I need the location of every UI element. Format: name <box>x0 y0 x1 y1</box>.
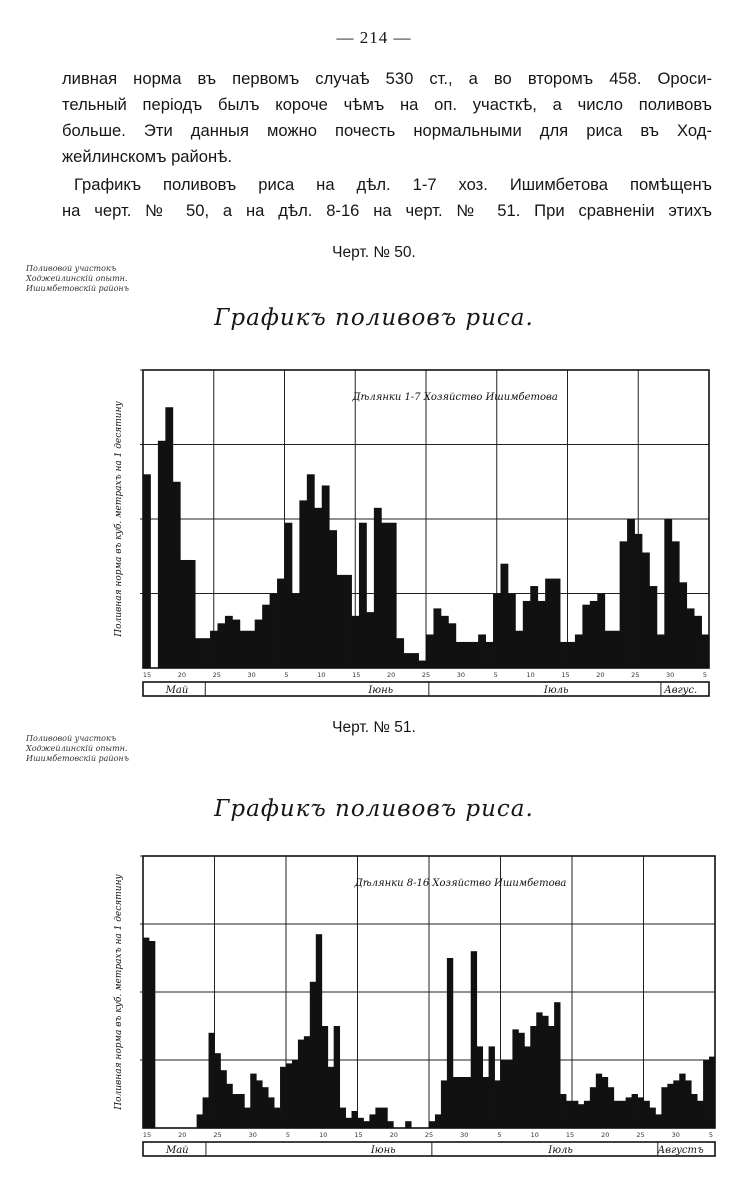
chart-bar <box>426 634 434 668</box>
chart-bar <box>575 634 583 668</box>
chart-bar <box>173 482 181 668</box>
chart-bar <box>268 1097 274 1128</box>
chart-bar <box>582 605 590 668</box>
chart-bar <box>433 608 441 668</box>
chart-bar <box>247 631 255 668</box>
chart-bar <box>447 958 453 1128</box>
chart-bar <box>489 1046 495 1128</box>
chart-bar <box>358 1118 364 1128</box>
chart-bar <box>626 1097 632 1128</box>
month-label: Іюнь <box>370 1145 396 1156</box>
y-axis-label: Поливная норма въ куб. метрахъ на 1 десятину <box>114 874 124 1110</box>
chart-bar <box>217 623 225 668</box>
y-axis-label: Поливная норма въ куб. метрахъ на 1 десятину <box>114 401 124 637</box>
chart-bar <box>512 1029 518 1128</box>
chart-bar <box>642 553 650 668</box>
chart-bar <box>515 631 523 668</box>
chart-bar <box>655 1114 661 1128</box>
chart-bar <box>697 1101 703 1128</box>
margin-note-line: Ишимбетовскій районъ <box>26 284 129 293</box>
chart-bar <box>435 1114 441 1128</box>
chart-51 <box>0 848 748 1193</box>
paragraph-line: больше. Эти данныя можно почесть нормальными для риса въ Ход- <box>62 121 712 140</box>
month-strip <box>143 682 709 696</box>
chart-bar <box>359 523 367 668</box>
chart-bar <box>501 1060 507 1128</box>
chart-bar <box>635 534 643 668</box>
x-tick-label: 30 <box>456 671 466 679</box>
x-tick-label: 15 <box>352 671 361 679</box>
paragraph-line: ливная норма въ первомъ случаѣ 530 ст., а во второмъ 458. Ороси- <box>62 69 712 88</box>
chart-bar <box>493 594 501 669</box>
chart-bar <box>203 1097 209 1128</box>
chart-bar <box>292 1060 298 1128</box>
x-tick-label: 30 <box>671 1131 680 1139</box>
chart-bar <box>560 1094 566 1128</box>
x-tick-label: 15 <box>354 1131 363 1139</box>
chart-bar <box>240 631 248 668</box>
x-tick-label: 5 <box>285 1131 291 1139</box>
chart-bar <box>554 1002 560 1128</box>
chart-bar <box>530 1026 536 1128</box>
chart-bar <box>703 1060 709 1128</box>
margin-note-line: Ишимбетовскій районъ <box>26 754 129 763</box>
chart-bar <box>270 594 278 669</box>
x-tick-label: 25 <box>424 1131 434 1139</box>
chart-bar <box>307 474 315 668</box>
chart-bar <box>553 579 561 668</box>
chart-bar <box>429 1121 435 1128</box>
chart-50 <box>0 360 748 705</box>
chart-bar <box>143 938 149 1128</box>
chart-bar <box>644 1101 650 1128</box>
chart-bar <box>620 541 628 668</box>
chart-bar <box>328 1067 334 1128</box>
paragraph-line: на черт. № 50, а на дѣл. 8-16 на черт. № 51. При сравненіи этихъ <box>62 201 712 220</box>
chart-bar <box>143 474 151 668</box>
chart-bar <box>542 1016 548 1128</box>
chart-bar <box>298 1040 304 1128</box>
x-tick-label: 20 <box>601 1131 610 1139</box>
x-tick-label: 15 <box>565 1131 575 1139</box>
chart-bar <box>560 642 568 668</box>
chart-bar <box>274 1108 280 1128</box>
chart-bar <box>478 634 486 668</box>
chart-bar <box>419 661 427 668</box>
chart-bar <box>197 1114 203 1128</box>
paragraph-1 <box>62 66 712 170</box>
chart-bar <box>608 1087 614 1128</box>
chart-bar <box>158 441 166 668</box>
x-tick-label: 15 <box>561 671 570 679</box>
chart-bar <box>310 982 316 1128</box>
chart-bar <box>691 1094 697 1128</box>
x-tick-label: 5 <box>284 671 289 679</box>
chart-bar <box>340 1108 346 1128</box>
chart-bar <box>188 560 196 668</box>
chart-bar <box>694 616 702 668</box>
chart-bar <box>255 620 263 668</box>
chart-bar <box>572 1101 578 1128</box>
chart-bar <box>495 1080 501 1128</box>
chart-bar <box>597 594 605 669</box>
x-tick-label: 15 <box>142 671 152 679</box>
chart-bar <box>566 1101 572 1128</box>
chart-bar <box>536 1012 542 1128</box>
chart-bar <box>346 1118 352 1128</box>
chart-bar <box>632 1094 638 1128</box>
chart-bar <box>381 1108 387 1128</box>
month-strip <box>143 1142 715 1156</box>
x-tick-label: 25 <box>421 671 431 679</box>
chart-bar <box>441 1080 447 1128</box>
chart-bar <box>477 1046 483 1128</box>
chart-bar <box>602 1077 608 1128</box>
chart-bar <box>203 638 211 668</box>
month-label: Августъ <box>657 1145 704 1156</box>
chart-bar <box>316 934 322 1128</box>
chart-bar <box>453 1077 459 1128</box>
chart-bar <box>486 642 494 668</box>
margin-note-51 <box>26 734 129 764</box>
chart-bar <box>664 519 672 668</box>
chart-bar <box>523 601 531 668</box>
month-label: Іюль <box>543 685 569 696</box>
chart-bar <box>369 1114 375 1128</box>
chart-bar <box>661 1087 667 1128</box>
chart-bar <box>149 941 155 1128</box>
chart-bar <box>649 1108 655 1128</box>
chart-bar <box>165 407 173 668</box>
chart-bar <box>679 1074 685 1128</box>
chart-bar <box>232 1094 238 1128</box>
chart-bar <box>286 1063 292 1128</box>
chart-bar <box>238 1094 244 1128</box>
chart-bar <box>471 642 479 668</box>
x-tick-label: 10 <box>530 1131 539 1139</box>
chart-bar <box>548 1026 554 1128</box>
chart-bar <box>679 582 687 668</box>
chart-bar <box>687 608 695 668</box>
chart-bar <box>471 951 477 1128</box>
chart-bar <box>381 523 389 668</box>
x-tick-label: 25 <box>212 671 221 679</box>
margin-note-line: Ходжейлинскій опытн. <box>26 274 128 283</box>
x-tick-label: 20 <box>596 671 605 679</box>
chart-bar <box>314 508 322 668</box>
chart-bar <box>448 623 456 668</box>
chart-bar <box>612 631 620 668</box>
chart-bar <box>673 1080 679 1128</box>
paragraph-line: жейлинскомъ районѣ. <box>62 147 232 166</box>
x-tick-label: 5 <box>497 1131 502 1139</box>
chart-bar <box>411 653 419 668</box>
chart-bar <box>568 642 576 668</box>
chart-bar <box>627 519 635 668</box>
chart-bar <box>578 1104 584 1128</box>
chart-bar <box>344 575 352 668</box>
x-tick-label: 30 <box>248 1131 257 1139</box>
x-tick-label: 5 <box>702 671 708 679</box>
chart-bar <box>649 586 657 668</box>
paragraph-line: тельный періодъ былъ короче чѣмъ на оп. участкѣ, а число поливовъ <box>62 95 712 114</box>
chart-bar <box>404 653 412 668</box>
x-tick-label: 10 <box>526 671 535 679</box>
month-label: Май <box>165 1145 189 1156</box>
chart-bar <box>459 1077 465 1128</box>
chart-bar <box>262 605 270 668</box>
chart-bar <box>396 638 404 668</box>
figure-caption-51: Черт. № 51. <box>332 719 416 736</box>
chart-bar <box>667 1084 673 1128</box>
chart-bar <box>225 616 233 668</box>
chart-bar <box>596 1074 602 1128</box>
chart-bar <box>672 541 680 668</box>
chart-bar <box>524 1046 530 1128</box>
chart-bar <box>244 1108 250 1128</box>
x-tick-label: 20 <box>177 671 187 679</box>
page-number: — 214 — <box>336 28 412 47</box>
margin-note-line: Ходжейлинскій опытн. <box>26 744 128 753</box>
x-tick-label: 20 <box>389 1131 398 1139</box>
x-tick-label: 25 <box>636 1131 645 1139</box>
chart-bar <box>322 1026 328 1128</box>
margin-note-50 <box>26 264 129 294</box>
chart-bar <box>590 601 598 668</box>
chart-bar <box>483 1077 489 1128</box>
x-tick-label: 20 <box>178 1131 187 1139</box>
chart-bar <box>220 1070 226 1128</box>
chart-bar <box>463 642 471 668</box>
chart-bar <box>405 1121 411 1128</box>
chart-bar <box>329 530 337 668</box>
chart-bar <box>232 620 240 668</box>
chart-bar <box>584 1101 590 1128</box>
chart-bar <box>374 508 382 668</box>
chart-bar <box>256 1080 262 1128</box>
x-tick-label: 30 <box>460 1131 469 1139</box>
chart-bar <box>352 1111 358 1128</box>
chart-bar <box>180 560 188 668</box>
chart-bar <box>387 1121 393 1128</box>
x-tick-label: 25 <box>213 1131 222 1139</box>
chart-bar <box>285 523 293 668</box>
month-label: Авгус. <box>664 685 698 696</box>
plot-label: Дѣлянки 1-7 Хозяйство Ишимбетова <box>352 392 558 403</box>
chart-bar <box>605 631 613 668</box>
chart-bar <box>545 579 553 668</box>
chart-bar <box>337 575 345 668</box>
month-label: Май <box>165 685 189 696</box>
x-tick-label: 30 <box>247 671 256 679</box>
x-tick-label: 5 <box>493 671 498 679</box>
chart-bar <box>441 616 449 668</box>
chart-bar <box>292 594 300 669</box>
chart-bar <box>685 1080 691 1128</box>
x-tick-label: 30 <box>665 671 675 679</box>
chart-bar <box>262 1087 268 1128</box>
paragraph-line: Графикъ поливовъ риса на дѣл. 1-7 хоз. Ишимбетова помѣщенъ <box>74 175 712 194</box>
chart-bar <box>334 1026 340 1128</box>
chart-bar <box>363 1121 369 1128</box>
chart-bar <box>322 485 330 668</box>
paragraph-2 <box>62 172 712 224</box>
chart-bar <box>614 1101 620 1128</box>
margin-note-line: Поливовой участокъ <box>26 264 117 273</box>
chart-bar <box>352 616 360 668</box>
chart-bar <box>538 601 546 668</box>
chart-bar <box>375 1108 381 1128</box>
chart-bar <box>226 1084 232 1128</box>
chart-bar <box>304 1036 310 1128</box>
month-label: Іюнь <box>368 685 394 696</box>
chart-title-50: Графикъ поливовъ риса. <box>214 305 534 331</box>
plot-label: Дѣлянки 8-16 Хозяйство Ишимбетова <box>354 878 567 889</box>
chart-bar <box>280 1067 286 1128</box>
x-tick-label: 5 <box>708 1131 714 1139</box>
chart-bar <box>210 631 218 668</box>
chart-bar <box>518 1033 524 1128</box>
chart-bar <box>195 638 203 668</box>
chart-bar <box>506 1060 512 1128</box>
figure-caption-50: Черт. № 50. <box>332 244 416 261</box>
x-tick-label: 15 <box>142 1131 152 1139</box>
chart-bar <box>215 1053 221 1128</box>
x-tick-label: 10 <box>317 671 326 679</box>
month-label: Іюль <box>548 1145 573 1156</box>
chart-bar <box>508 594 516 669</box>
chart-bar <box>465 1077 471 1128</box>
chart-bar <box>389 523 397 668</box>
x-tick-label: 10 <box>319 1131 328 1139</box>
chart-bar <box>530 586 538 668</box>
chart-bar <box>250 1074 256 1128</box>
chart-bar <box>638 1097 644 1128</box>
chart-bar <box>590 1087 596 1128</box>
x-tick-label: 25 <box>631 671 640 679</box>
chart-bar <box>366 612 374 668</box>
chart-bar <box>500 564 508 668</box>
x-tick-label: 20 <box>386 671 396 679</box>
chart-title-51: Графикъ поливовъ риса. <box>214 796 534 822</box>
chart-bar <box>277 579 285 668</box>
chart-bar <box>620 1101 626 1128</box>
chart-bar <box>209 1033 215 1128</box>
chart-bar <box>657 634 665 668</box>
margin-note-line: Поливовой участокъ <box>26 734 117 743</box>
chart-bar <box>456 642 464 668</box>
chart-bar <box>299 500 307 668</box>
